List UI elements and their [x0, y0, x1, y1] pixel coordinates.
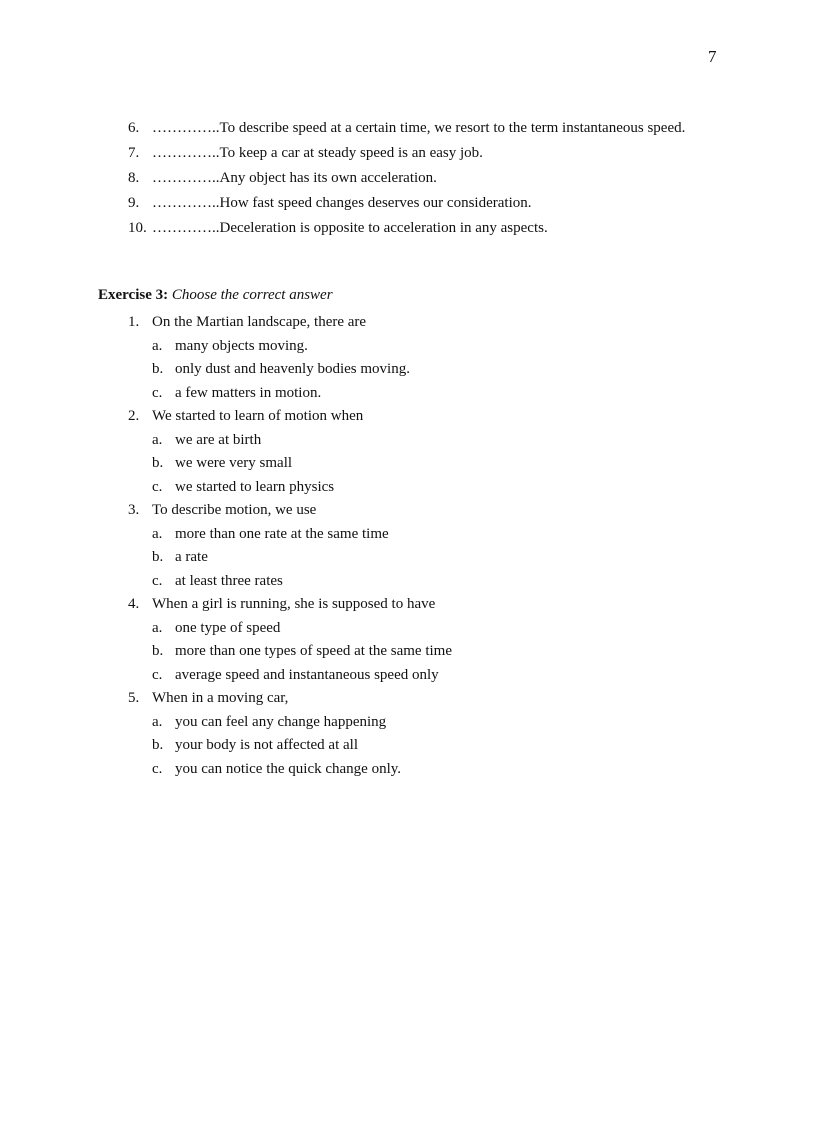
item-number: 7.: [128, 145, 140, 161]
question-stem: When a girl is running, she is supposed to have: [152, 596, 436, 612]
item-text: …………..Deceleration is opposite to acceleration in any aspects.: [152, 220, 548, 236]
question-number: 1.: [128, 314, 140, 330]
true-false-list: [128, 116, 720, 241]
option-text: you can feel any change happening: [175, 713, 387, 730]
answer-option: [152, 734, 688, 758]
option-letter: b.: [152, 361, 164, 377]
option-list: [152, 711, 688, 782]
answer-option: [152, 523, 688, 547]
option-text: one type of speed: [175, 619, 281, 636]
option-letter: c.: [152, 384, 163, 401]
option-text: only dust and heavenly bodies moving.: [175, 361, 410, 377]
option-list: [152, 523, 688, 594]
option-text: your body is not affected at all: [175, 737, 359, 753]
option-text: you can notice the quick change only.: [175, 760, 402, 777]
page-number: 7: [708, 47, 717, 66]
question-stem: When in a moving car,: [152, 690, 289, 706]
list-item: [128, 116, 720, 140]
option-list: [152, 429, 688, 500]
question-number: 3.: [128, 502, 140, 518]
option-letter: c.: [152, 572, 163, 589]
exercise-label: Exercise 3:: [98, 287, 169, 303]
option-letter: a.: [152, 713, 163, 730]
answer-option: [152, 617, 688, 641]
question-stem: We started to learn of motion when: [152, 408, 364, 424]
question-number: 4.: [128, 596, 140, 612]
option-letter: c.: [152, 760, 163, 777]
option-letter: a.: [152, 619, 163, 636]
item-number: 6.: [128, 120, 140, 136]
answer-option: [152, 758, 688, 782]
option-text: at least three rates: [175, 572, 283, 589]
answer-option: [152, 335, 688, 359]
list-item: [128, 216, 720, 240]
list-item: [128, 191, 720, 215]
option-letter: a.: [152, 431, 163, 448]
list-item: [128, 166, 720, 190]
option-letter: b.: [152, 643, 164, 659]
answer-option: [152, 711, 688, 735]
item-text: …………..To keep a car at steady speed is an easy job.: [152, 145, 483, 161]
option-list: [152, 335, 688, 406]
item-text: …………..Any object has its own acceleration.: [152, 170, 437, 186]
option-text: we are at birth: [175, 431, 262, 448]
question-item: [128, 499, 688, 593]
option-letter: c.: [152, 478, 163, 495]
option-text: we were very small: [175, 455, 293, 471]
option-text: more than one rate at the same time: [175, 525, 389, 542]
exercise-instruction: Choose the correct answer: [171, 287, 333, 303]
answer-option: [152, 358, 688, 382]
item-number: 8.: [128, 170, 140, 186]
exercise-3-heading: [98, 284, 333, 306]
question-number: 5.: [128, 690, 140, 706]
option-letter: b.: [152, 737, 164, 753]
option-text: many objects moving.: [175, 337, 308, 354]
answer-option: [152, 452, 688, 476]
question-number: 2.: [128, 408, 140, 424]
option-letter: a.: [152, 525, 163, 542]
question-stem: To describe motion, we use: [152, 502, 317, 518]
option-list: [152, 617, 688, 688]
item-number: 9.: [128, 195, 140, 211]
answer-option: [152, 382, 688, 406]
option-letter: c.: [152, 666, 163, 683]
question-item: [128, 311, 688, 405]
list-item: [128, 141, 720, 165]
option-text: we started to learn physics: [175, 478, 335, 495]
question-stem: On the Martian landscape, there are: [152, 314, 367, 330]
option-text: more than one types of speed at the same time: [175, 643, 452, 659]
question-item: [128, 593, 688, 687]
answer-option: [152, 476, 688, 500]
answer-option: [152, 664, 688, 688]
option-text: average speed and instantaneous speed only: [175, 666, 439, 683]
question-item: [128, 687, 688, 781]
item-text: …………..How fast speed changes deserves our consideration.: [152, 195, 532, 211]
option-text: a few matters in motion.: [175, 384, 322, 401]
answer-option: [152, 546, 688, 570]
option-text: a rate: [175, 549, 208, 565]
answer-option: [152, 429, 688, 453]
option-letter: b.: [152, 455, 164, 471]
item-text: …………..To describe speed at a certain time, we resort to the term instantaneous speed.: [152, 120, 686, 136]
answer-option: [152, 570, 688, 594]
option-letter: b.: [152, 549, 164, 565]
option-letter: a.: [152, 337, 163, 354]
question-item: [128, 405, 688, 499]
question-list: [128, 311, 688, 781]
answer-option: [152, 640, 688, 664]
item-number: 10.: [128, 220, 147, 236]
